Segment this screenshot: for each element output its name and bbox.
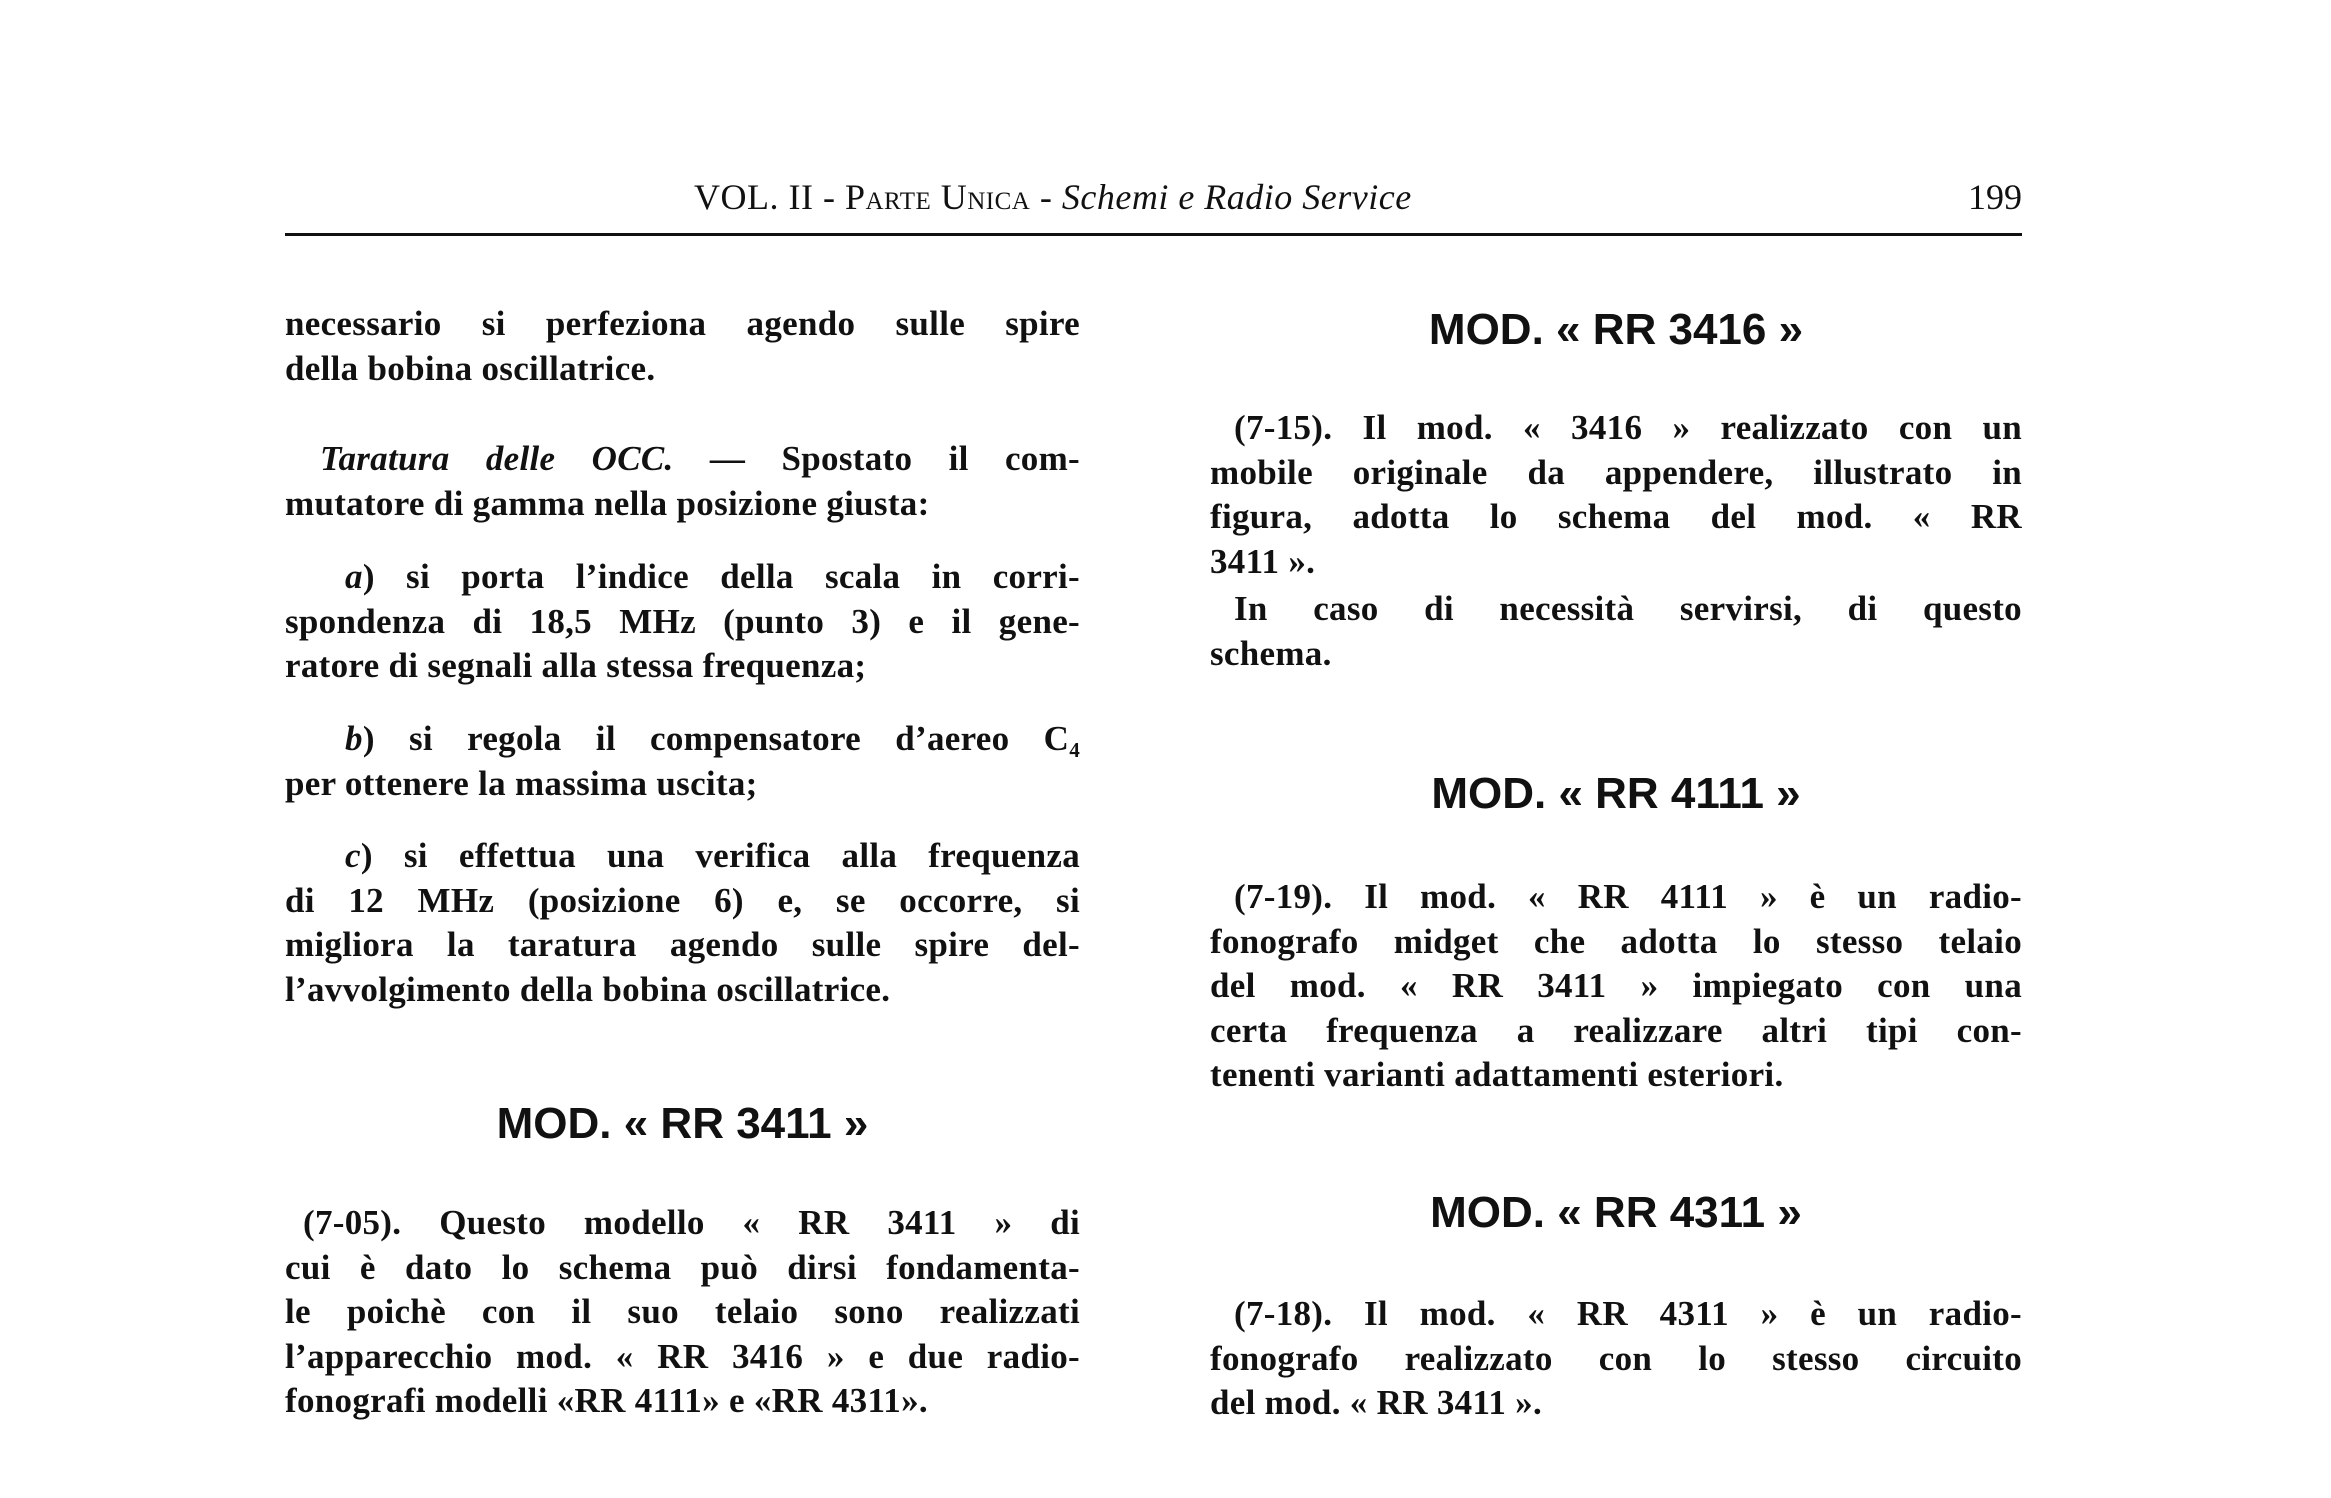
- text-line: (7-05). Questo modello « RR 3411 » di: [303, 1203, 1080, 1242]
- text-line: 3411 ».: [1210, 541, 1316, 581]
- paragraph: [285, 555, 1080, 689]
- text-line: (7-15). Il mod. « 3416 » realizzato con un: [1234, 408, 2022, 447]
- italic-run: b: [345, 719, 363, 758]
- text-line: [285, 437, 1080, 482]
- text-line: (7-19). Il mod. « RR 4111 » è un radio-: [1234, 877, 2022, 916]
- text-line: schema.: [1210, 633, 1332, 673]
- paragraph: [1210, 1292, 2022, 1426]
- italic-run: c: [345, 836, 361, 875]
- text-line: fonografo midget che adotta lo stesso telaio: [1210, 921, 2022, 961]
- text-run: — Spostato il com-: [673, 439, 1081, 478]
- header-separator: -: [1030, 177, 1062, 217]
- text-line: tenenti varianti adattamenti esteriori.: [1210, 1055, 1784, 1094]
- text-line: [285, 555, 1080, 600]
- paragraph: [285, 834, 1080, 1012]
- section-heading: MOD. « RR 3416 »: [1428, 305, 1804, 354]
- text-line: figura, adotta lo schema del mod. « RR: [1210, 497, 2022, 536]
- text-line: ratore di segnali alla stessa frequenza;: [285, 646, 867, 685]
- text-run: ) si effettua una verifica alla frequenza: [360, 836, 1080, 875]
- text-line: [285, 834, 1080, 879]
- text-line: In caso di necessità servirsi, di questo: [1234, 589, 2022, 628]
- text-line: mutatore di gamma nella posizione giusta:: [285, 483, 930, 523]
- text-line: della bobina oscillatrice.: [285, 348, 656, 388]
- text-line: l’apparecchio mod. « RR 3416 » e due radio-: [285, 1336, 1080, 1376]
- text-line: (7-18). Il mod. « RR 4311 » è un radio-: [1234, 1294, 2022, 1333]
- page-number: 199: [1968, 177, 2022, 217]
- text-run: ) si porta l’indice della scala in corri-: [362, 557, 1080, 596]
- text-line: spondenza di 18,5 MHz (punto 3) e il gene-: [285, 601, 1080, 641]
- text-line: mobile originale da appendere, illustrato in: [1210, 452, 2022, 492]
- text-line: per ottenere la massima uscita;: [285, 763, 758, 803]
- text-line: [285, 717, 1080, 762]
- paragraph: [1210, 875, 2022, 1098]
- text-line: necessario si perfeziona agendo sulle spire: [285, 304, 1080, 343]
- section-heading: MOD. « RR 4111 »: [1431, 769, 1801, 818]
- paragraph: [285, 302, 1080, 391]
- header-section-title: Schemi e Radio Service: [1061, 177, 1412, 217]
- text-line: migliora la taratura agendo sulle spire del-: [285, 925, 1080, 964]
- text-line: di 12 MHz (posizione 6) e, se occorre, si: [285, 880, 1080, 920]
- header-separator: -: [813, 177, 845, 217]
- section-heading: MOD. « RR 4311 »: [1430, 1188, 1802, 1237]
- text-line: del mod. « RR 3411 ».: [1210, 1383, 1543, 1422]
- right-column: [1210, 0, 2022, 1498]
- text-run: ) si regola il compensatore d’aereo C₄: [362, 719, 1080, 758]
- italic-run: Taratura delle OCC.: [320, 439, 674, 478]
- text-line: l’avvolgimento della bobina oscillatrice.: [285, 969, 891, 1009]
- italic-run: a: [345, 557, 363, 596]
- paragraph: [1210, 587, 2022, 676]
- header-volume: VOL. II: [694, 177, 814, 217]
- paragraph: [285, 437, 1080, 526]
- paragraph: [285, 717, 1080, 806]
- text-line: del mod. « RR 3411 » impiegato con una: [1210, 966, 2022, 1005]
- header-part: Parte Unica: [844, 177, 1031, 217]
- text-line: certa frequenza a realizzare altri tipi con-: [1210, 1010, 2022, 1050]
- left-column: [285, 0, 1080, 1498]
- section-heading: MOD. « RR 3411 »: [496, 1099, 869, 1148]
- text-line: le poichè con il suo telaio sono realizzati: [285, 1292, 1080, 1331]
- text-line: fonografo realizzato con lo stesso circuito: [1210, 1338, 2022, 1378]
- text-line: fonografi modelli «RR 4111» e «RR 4311».: [285, 1381, 928, 1420]
- text-line: cui è dato lo schema può dirsi fondamenta-: [285, 1247, 1080, 1287]
- paragraph: [285, 1201, 1080, 1424]
- paragraph: [1210, 406, 2022, 584]
